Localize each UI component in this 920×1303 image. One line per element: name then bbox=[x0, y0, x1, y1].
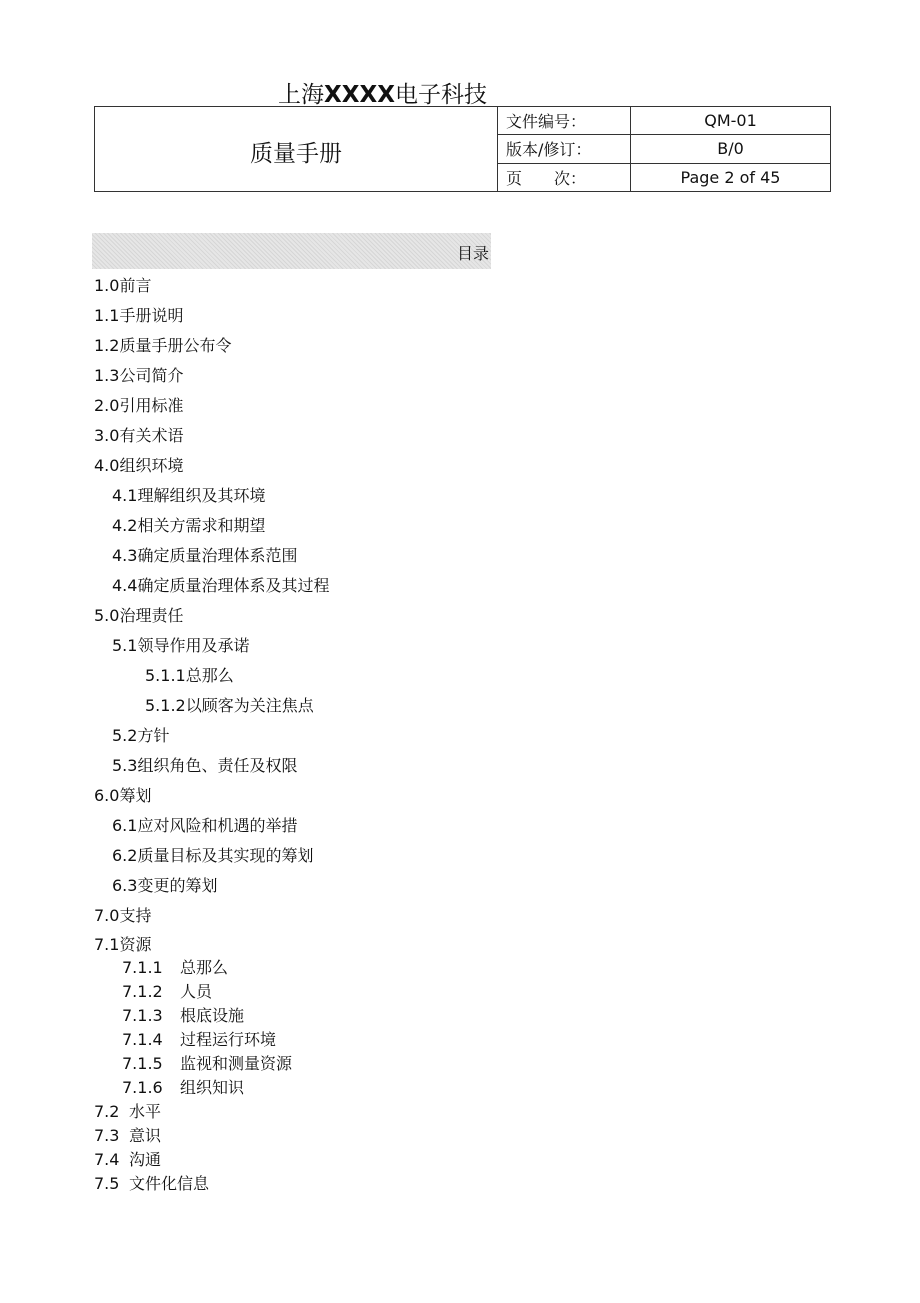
toc-item-label: 4.3确定质量治理体系范围 bbox=[112, 546, 298, 565]
toc-item-label: 5.1.1总那么 bbox=[145, 666, 234, 685]
toc-item[interactable] bbox=[94, 336, 231, 356]
toc-item[interactable] bbox=[122, 1054, 292, 1074]
toc-item-label: 4.0组织环境 bbox=[94, 456, 184, 475]
toc-item-number: 7.1.6 bbox=[122, 1078, 163, 1097]
toc-item-label: 7.1资源 bbox=[94, 935, 152, 954]
toc-item-number: 7.1.1 bbox=[122, 958, 163, 977]
toc-item-label: 6.1应对风险和机遇的举措 bbox=[112, 816, 298, 835]
version-label: 版本/修订： bbox=[498, 135, 631, 163]
toc-item[interactable] bbox=[122, 958, 228, 978]
toc-item[interactable] bbox=[112, 636, 249, 656]
toc-item-number: 7.2 bbox=[94, 1102, 120, 1121]
toc-item[interactable] bbox=[94, 786, 151, 806]
toc-item-number: 7.1.3 bbox=[122, 1006, 163, 1025]
document-title: 质量手册 bbox=[95, 107, 498, 192]
toc-item-label: 6.3变更的筹划 bbox=[112, 876, 218, 895]
toc-item[interactable] bbox=[94, 1126, 161, 1146]
page-value: Page 2 of 45 bbox=[631, 163, 831, 191]
toc-item[interactable] bbox=[112, 816, 297, 836]
toc-item-label: 5.3组织角色、责任及权限 bbox=[112, 756, 298, 775]
toc-item-label: 总那么 bbox=[180, 958, 229, 977]
toc-item-label: 4.1理解组织及其环境 bbox=[112, 486, 266, 505]
doc-no-value: QM-01 bbox=[631, 107, 831, 135]
toc-item-label: 4.2相关方需求和期望 bbox=[112, 516, 266, 535]
toc-item[interactable] bbox=[94, 935, 151, 955]
toc-item-label: 监视和测量资源 bbox=[180, 1054, 293, 1073]
toc-item[interactable] bbox=[122, 982, 212, 1002]
toc-item-label: 意识 bbox=[129, 1126, 162, 1145]
toc-item[interactable] bbox=[122, 1006, 244, 1026]
toc-item[interactable] bbox=[112, 576, 329, 596]
toc-item[interactable] bbox=[112, 486, 265, 506]
toc-item[interactable] bbox=[112, 876, 217, 896]
company-name: 上海XXXX电子科技 bbox=[278, 82, 487, 106]
toc-item[interactable] bbox=[94, 1174, 209, 1194]
toc-item[interactable] bbox=[94, 366, 183, 386]
toc-item[interactable] bbox=[112, 516, 265, 536]
toc-item-label: 文件化信息 bbox=[129, 1174, 210, 1193]
toc-item[interactable] bbox=[94, 1102, 161, 1122]
toc-item[interactable] bbox=[94, 276, 151, 296]
page-label: 页 次： bbox=[498, 163, 631, 191]
toc-item[interactable] bbox=[94, 1150, 161, 1170]
toc-item-label: 6.0筹划 bbox=[94, 786, 152, 805]
toc-item[interactable] bbox=[122, 1078, 244, 1098]
version-value: B/0 bbox=[631, 135, 831, 163]
toc-item-label: 7.0支持 bbox=[94, 906, 152, 925]
toc-item-label: 人员 bbox=[180, 982, 213, 1001]
toc-item[interactable] bbox=[94, 396, 183, 416]
toc-item[interactable] bbox=[94, 456, 183, 476]
toc-item[interactable] bbox=[94, 906, 151, 926]
toc-item-number: 7.4 bbox=[94, 1150, 120, 1169]
toc-item-number: 7.1.2 bbox=[122, 982, 163, 1001]
toc-item-label: 1.1手册说明 bbox=[94, 306, 184, 325]
document-header-table bbox=[94, 106, 831, 192]
toc-item-label: 3.0有关术语 bbox=[94, 426, 184, 445]
toc-item[interactable] bbox=[94, 606, 183, 626]
toc-item-label: 根底设施 bbox=[180, 1006, 245, 1025]
toc-item-number: 7.1.4 bbox=[122, 1030, 163, 1049]
toc-item[interactable] bbox=[112, 756, 297, 776]
toc-item-number: 7.3 bbox=[94, 1126, 120, 1145]
toc-item[interactable] bbox=[112, 726, 169, 746]
toc-item-label: 4.4确定质量治理体系及其过程 bbox=[112, 576, 330, 595]
toc-item[interactable] bbox=[112, 546, 297, 566]
toc-item-label: 5.0治理责任 bbox=[94, 606, 184, 625]
toc-item-label: 过程运行环境 bbox=[180, 1030, 277, 1049]
toc-item-label: 5.2方针 bbox=[112, 726, 170, 745]
toc-item-label: 5.1领导作用及承诺 bbox=[112, 636, 250, 655]
toc-item-label: 6.2质量目标及其实现的筹划 bbox=[112, 846, 314, 865]
toc-item-label: 水平 bbox=[129, 1102, 162, 1121]
toc-item[interactable] bbox=[145, 666, 234, 686]
toc-item[interactable] bbox=[94, 306, 183, 326]
toc-item-label: 1.0前言 bbox=[94, 276, 152, 295]
toc-heading-bar bbox=[92, 233, 491, 269]
toc-item[interactable] bbox=[122, 1030, 276, 1050]
toc-item-label: 沟通 bbox=[129, 1150, 162, 1169]
toc-item[interactable] bbox=[112, 846, 313, 866]
doc-no-label: 文件编号： bbox=[498, 107, 631, 135]
toc-item-label: 1.3公司简介 bbox=[94, 366, 184, 385]
toc-item-label: 组织知识 bbox=[180, 1078, 245, 1097]
toc-item-label: 2.0引用标准 bbox=[94, 396, 184, 415]
toc-heading: 目录 bbox=[456, 244, 489, 263]
toc-item[interactable] bbox=[94, 426, 183, 446]
toc-item-number: 7.5 bbox=[94, 1174, 120, 1193]
toc-item[interactable] bbox=[145, 696, 314, 716]
toc-item-label: 5.1.2以顾客为关注焦点 bbox=[145, 696, 314, 715]
toc-item-label: 1.2质量手册公布令 bbox=[94, 336, 232, 355]
toc-item-number: 7.1.5 bbox=[122, 1054, 163, 1073]
